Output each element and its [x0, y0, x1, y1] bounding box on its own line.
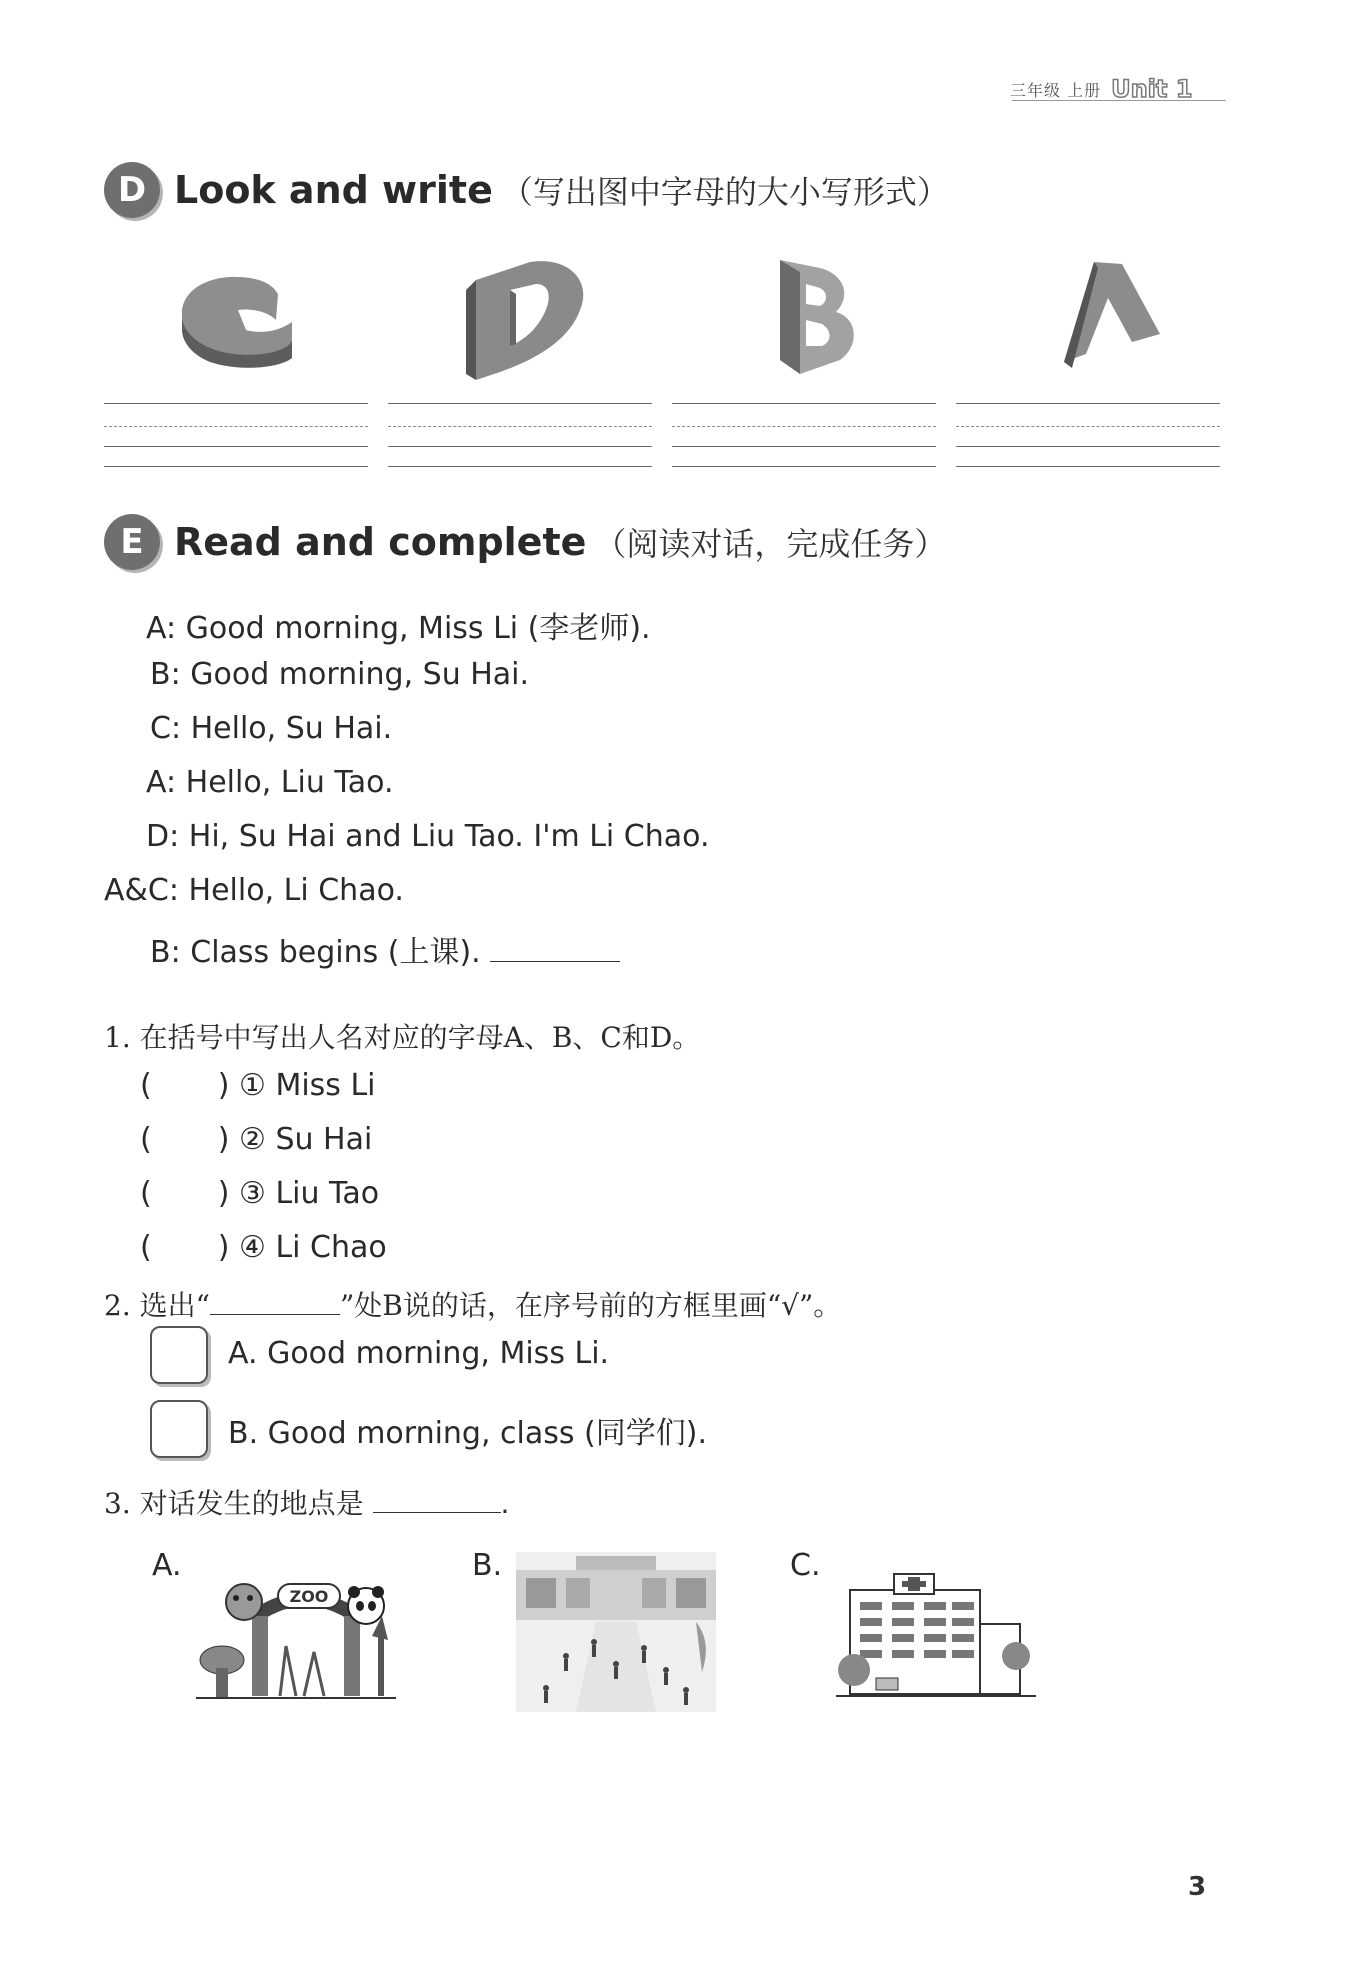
q1-item[interactable]: ( ) ② Su Hai [140, 1122, 373, 1157]
letter-d-3d [440, 250, 620, 390]
letter-c-3d [150, 250, 330, 390]
letter-b-label: B [740, 250, 741, 251]
dialogue-line: D: Hi, Su Hai and Liu Tao. I'm Li Chao. [146, 819, 710, 854]
q3-label-b: B. [472, 1548, 503, 1583]
q2-checkbox-b[interactable] [150, 1400, 208, 1458]
header-rule [1012, 100, 1226, 101]
letter-b-3d [740, 250, 920, 390]
q2-prompt: 2. 选出“ ”处B说的话，在序号前的方框里画“√”。 [104, 1289, 842, 1322]
section-e-badge: E [104, 514, 160, 570]
q3-blank[interactable] [373, 1486, 501, 1513]
dialogue-line: C: Hello, Su Hai. [150, 711, 393, 746]
section-e-subtitle: （阅读对话，完成任务） [594, 525, 947, 563]
q1-item[interactable]: ( ) ③ Liu Tao [140, 1176, 380, 1211]
q1-prompt: 1. 在括号中写出人名对应的字母A、B、C和D。 [104, 1021, 701, 1054]
letter-d-label: D [440, 250, 441, 251]
dialogue-blank[interactable] [490, 935, 620, 962]
section-d-header [104, 162, 949, 218]
section-d-badge: D [104, 162, 160, 218]
q3-label-a: A. [152, 1548, 182, 1583]
q2-blank [210, 1288, 340, 1315]
q1-item[interactable]: ( ) ① Miss Li [140, 1068, 376, 1103]
dialogue-line: A: Hello, Liu Tao. [146, 765, 394, 800]
section-d-subtitle: （写出图中字母的大小写形式） [500, 173, 949, 211]
q2-option-a: A. Good morning, Miss Li. [228, 1336, 610, 1371]
dialogue-line: B: Good morning, Su Hai. [150, 657, 530, 692]
q2-option-b: B. Good morning, class (同学们). [228, 1416, 708, 1451]
page-number: 3 [1188, 1872, 1207, 1902]
hospital-picture[interactable] [836, 1560, 1036, 1700]
q3-prompt: 3. 对话发生的地点是 . [104, 1487, 510, 1520]
section-e-title: Read and complete [174, 520, 587, 564]
letter-a-3d [1020, 250, 1200, 390]
q2-checkbox-a[interactable] [150, 1326, 208, 1384]
unit-label: Unit 1 [1111, 75, 1193, 103]
dialogue-line: A&C: Hello, Li Chao. [104, 873, 404, 908]
section-e-header [104, 514, 946, 570]
zoo-picture[interactable] [196, 1576, 396, 1702]
letter-c-label: C [150, 250, 151, 251]
school-picture[interactable] [516, 1552, 716, 1712]
dialogue-line: B: Class begins (上课). [150, 927, 620, 971]
q3-label-c: C. [790, 1548, 821, 1583]
grade-label: 三年级 上册 [1010, 80, 1102, 100]
q1-item[interactable]: ( ) ④ Li Chao [140, 1230, 387, 1265]
section-d-title: Look and write [174, 168, 493, 212]
zoo-sign-text: ZOO [289, 1587, 329, 1606]
dialogue-line: A: Good morning, Miss Li (李老师). [146, 611, 651, 646]
letter-a-label: A [1020, 250, 1021, 251]
